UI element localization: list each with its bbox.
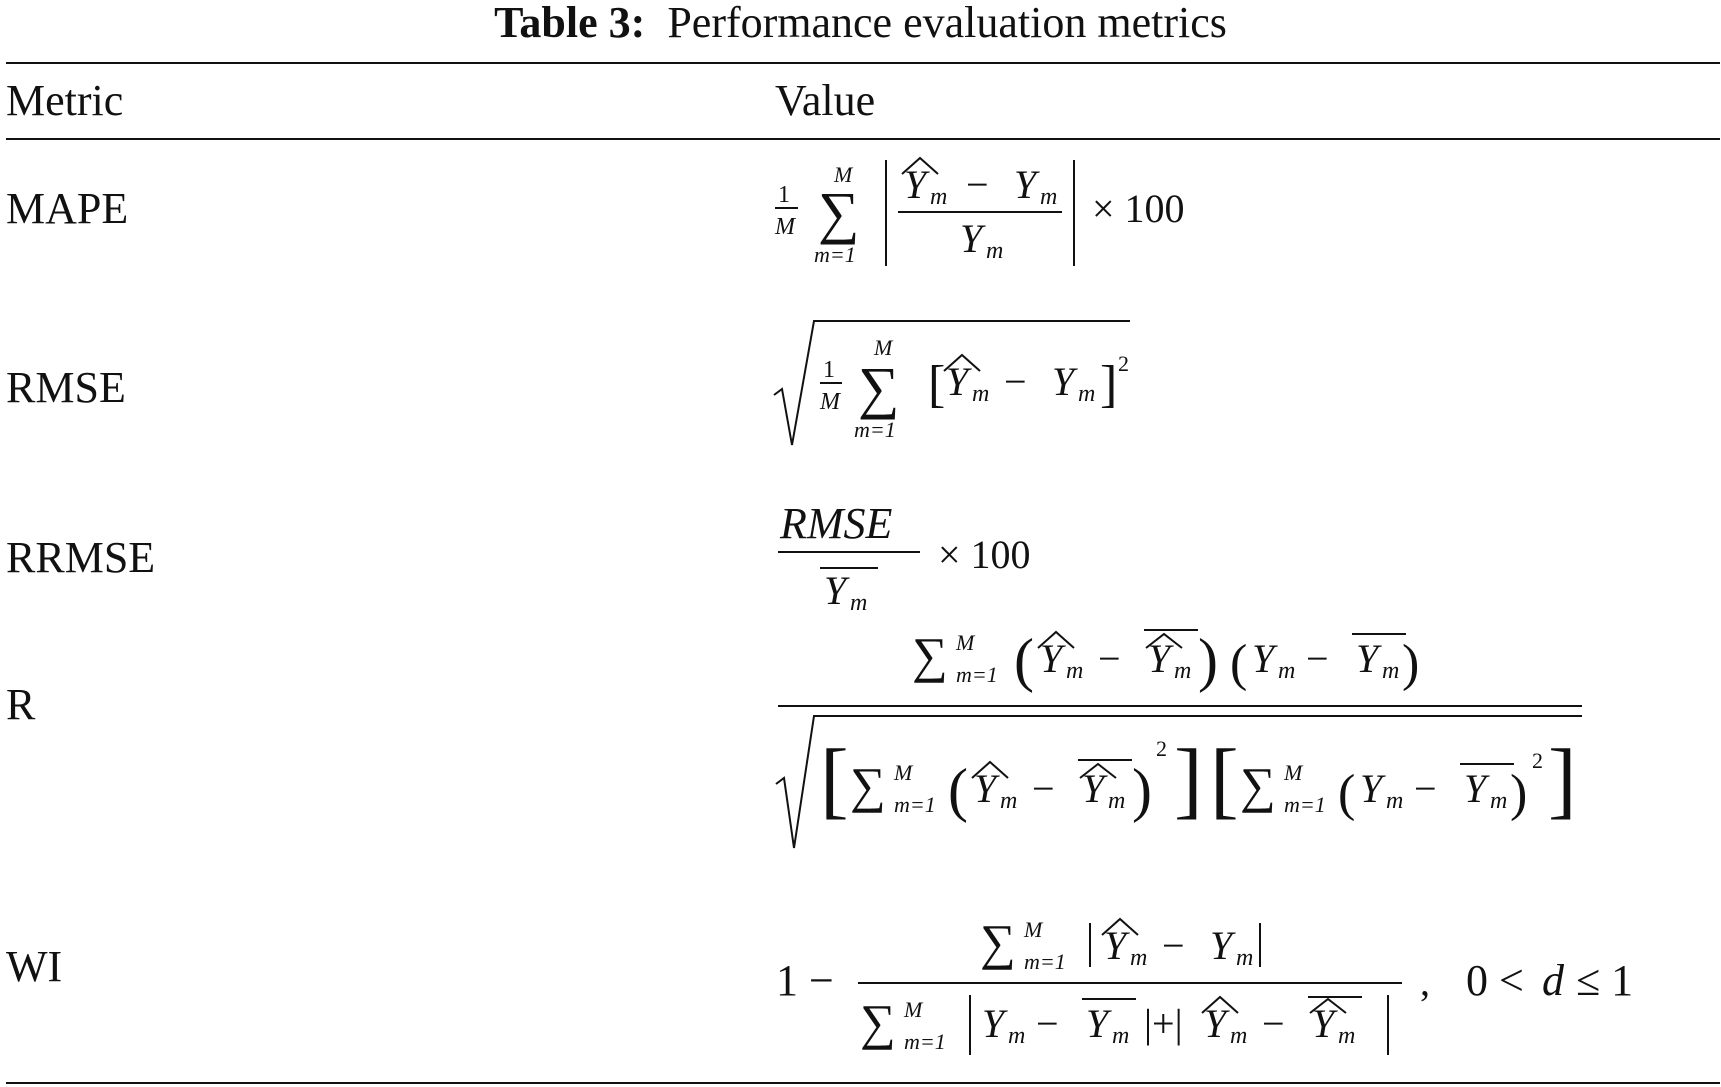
svg-text:[: [: [1210, 731, 1239, 827]
svg-text:m=1: m=1: [1024, 949, 1066, 974]
svg-text:]: ]: [1100, 356, 1118, 413]
svg-text:]: ]: [1548, 731, 1577, 827]
svg-text:Y: Y: [1014, 162, 1037, 207]
svg-text:Y: Y: [1464, 766, 1487, 811]
svg-text:m: m: [1008, 1023, 1026, 1049]
svg-text:M: M: [956, 630, 975, 655]
svg-text:m=1: m=1: [894, 792, 936, 817]
svg-text:M: M: [834, 162, 853, 187]
svg-text:M: M: [775, 214, 795, 240]
svg-text:−: −: [1036, 1001, 1059, 1046]
svg-text:(: (: [948, 757, 968, 823]
svg-text:Y: Y: [1312, 1001, 1335, 1046]
svg-text:m=1: m=1: [956, 662, 998, 687]
svg-text:∑: ∑: [858, 355, 900, 420]
svg-text:): ): [1510, 765, 1528, 822]
svg-text:M: M: [1284, 760, 1303, 785]
svg-text:Y: Y: [824, 568, 847, 613]
svg-text:d: d: [1542, 956, 1564, 1005]
svg-text:m: m: [1112, 1023, 1130, 1049]
formula-mape: [770, 152, 1230, 272]
metric-mape: MAPE: [6, 184, 129, 233]
svg-text:−: −: [1306, 636, 1329, 681]
svg-text:m: m: [1490, 788, 1508, 814]
svg-text:]: ]: [1174, 731, 1203, 827]
svg-text:,: ,: [1420, 959, 1430, 1004]
svg-text:∑: ∑: [1240, 757, 1276, 813]
svg-text:−: −: [1414, 766, 1437, 811]
header-metric: Metric: [6, 76, 124, 125]
svg-text:−: −: [1162, 923, 1185, 968]
svg-text:m=1: m=1: [904, 1029, 946, 1054]
metric-rrmse: RRMSE: [6, 533, 156, 582]
svg-text:∑: ∑: [850, 757, 886, 813]
svg-text:m: m: [1130, 945, 1148, 971]
svg-text:M: M: [820, 389, 840, 415]
top-rule: [6, 62, 1720, 64]
svg-text:−: −: [966, 162, 989, 207]
svg-text:m: m: [930, 184, 948, 210]
svg-text:): ): [1402, 635, 1420, 692]
svg-text:m: m: [1040, 184, 1058, 210]
svg-text:m: m: [1278, 658, 1296, 684]
svg-text:m: m: [986, 238, 1004, 264]
svg-text:∑: ∑: [980, 914, 1016, 970]
svg-text:m: m: [1078, 381, 1096, 407]
svg-text:∑: ∑: [860, 994, 896, 1050]
svg-text:m: m: [1230, 1023, 1248, 1049]
svg-text:M: M: [904, 997, 923, 1022]
svg-text:−: −: [1032, 766, 1055, 811]
svg-text:m: m: [1338, 1023, 1356, 1049]
svg-text:∑: ∑: [818, 180, 860, 245]
svg-text:M: M: [1024, 917, 1043, 942]
svg-text:[: [: [928, 356, 946, 413]
svg-text:m=1: m=1: [854, 417, 896, 442]
svg-text:(: (: [1230, 635, 1248, 692]
svg-text:Y: Y: [904, 162, 927, 207]
svg-text:Y: Y: [960, 216, 983, 261]
svg-text:Y: Y: [1252, 636, 1275, 681]
svg-text:2: 2: [1532, 748, 1543, 773]
bottom-rule: [6, 1082, 1720, 1084]
svg-text:Y: Y: [1148, 636, 1171, 681]
formula-wi: [770, 895, 1670, 1067]
svg-text:≤ 1: ≤ 1: [1576, 956, 1634, 1005]
svg-text:RMSE: RMSE: [780, 499, 893, 548]
svg-text:Y: Y: [1086, 1001, 1109, 1046]
svg-text:2: 2: [1156, 736, 1167, 761]
svg-text:m: m: [1386, 788, 1404, 814]
table-caption: [0, 0, 1721, 50]
svg-text:Y: Y: [1082, 766, 1105, 811]
svg-text:m: m: [1174, 658, 1192, 684]
formula-r: [770, 616, 1590, 856]
svg-text:1: 1: [778, 182, 790, 208]
caption-title: Performance evaluation metrics: [667, 0, 1227, 47]
svg-text:0 <: 0 <: [1466, 956, 1524, 1005]
svg-text:m: m: [1066, 658, 1084, 684]
svg-text:Y: Y: [1104, 923, 1127, 968]
svg-text:m=1: m=1: [1284, 792, 1326, 817]
svg-text:2: 2: [1118, 351, 1129, 376]
svg-text:Y: Y: [1210, 923, 1233, 968]
svg-text:): ): [1198, 627, 1218, 693]
svg-text:Y: Y: [1040, 636, 1063, 681]
formula-rrmse: [770, 496, 1070, 626]
svg-text:[: [: [820, 731, 849, 827]
svg-text:m: m: [1382, 658, 1400, 684]
svg-text:m: m: [1108, 788, 1126, 814]
svg-text:Y: Y: [982, 1001, 1005, 1046]
svg-text:m: m: [972, 381, 990, 407]
svg-text:−: −: [1004, 359, 1027, 404]
svg-text:−: −: [1262, 1001, 1285, 1046]
svg-text:m: m: [1000, 788, 1018, 814]
metric-rmse: RMSE: [6, 363, 126, 412]
svg-text:): ): [1132, 757, 1152, 823]
header-rule: [6, 138, 1720, 140]
svg-text:× 100: × 100: [938, 532, 1031, 577]
svg-text:|+|: |+|: [1144, 1001, 1183, 1046]
header-value: Value: [775, 76, 876, 125]
metric-wi: WI: [6, 942, 63, 991]
svg-text:Y: Y: [946, 359, 969, 404]
svg-text:Y: Y: [974, 766, 997, 811]
svg-text:Y: Y: [1204, 1001, 1227, 1046]
formula-rmse: [770, 315, 1140, 455]
svg-text:1: 1: [823, 357, 835, 383]
svg-text:M: M: [894, 760, 913, 785]
svg-text:Y: Y: [1052, 359, 1075, 404]
svg-text:(: (: [1338, 765, 1356, 822]
svg-text:(: (: [1014, 627, 1034, 693]
svg-text:1 −: 1 −: [776, 956, 834, 1005]
svg-text:Y: Y: [1360, 766, 1383, 811]
svg-text:× 100: × 100: [1092, 186, 1185, 231]
svg-text:Y: Y: [1356, 636, 1379, 681]
svg-text:∑: ∑: [912, 627, 948, 683]
svg-text:−: −: [1098, 636, 1121, 681]
svg-text:m=1: m=1: [814, 242, 856, 267]
caption-label: Table 3:: [494, 0, 646, 47]
metric-r: R: [6, 680, 36, 729]
svg-text:M: M: [874, 335, 893, 360]
svg-text:m: m: [1236, 945, 1254, 971]
svg-text:m: m: [850, 590, 868, 616]
